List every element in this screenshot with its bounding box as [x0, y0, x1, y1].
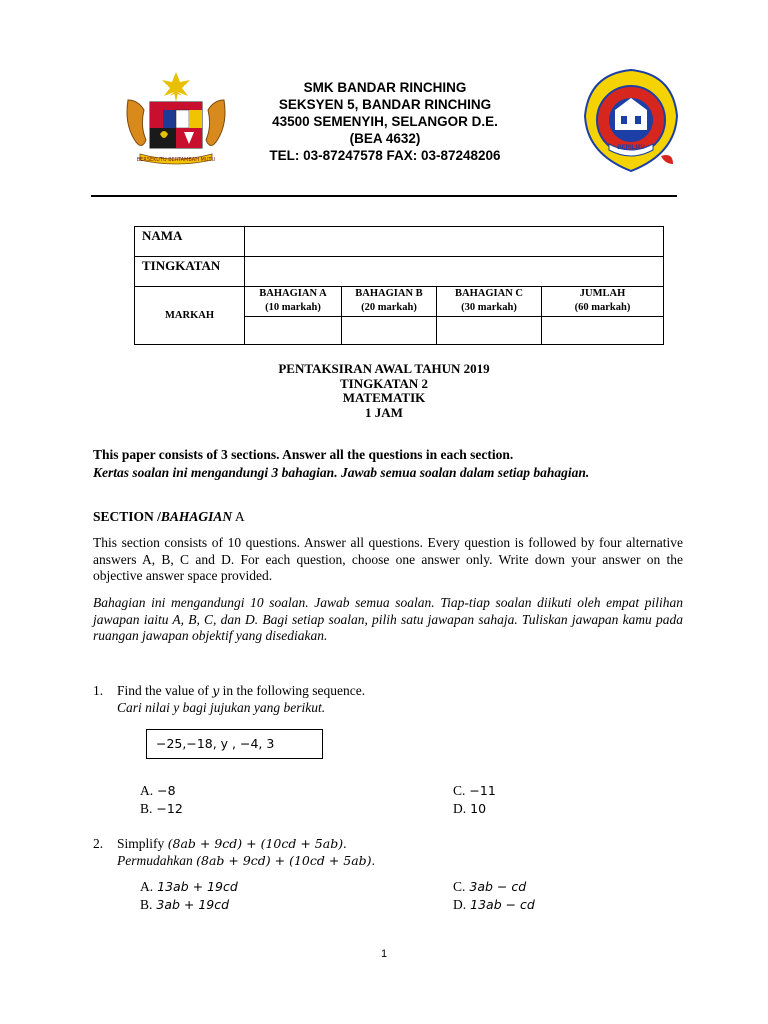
option-letter: C.: [453, 879, 466, 894]
question-1-sequence-box: −25,−18, y , −4, 3: [146, 729, 323, 759]
option-letter: D.: [453, 801, 467, 816]
instruction-english: This paper consists of 3 sections. Answer all the questions in each section.: [93, 447, 514, 462]
exam-info: [0, 362, 768, 420]
question-2-text: [117, 836, 346, 852]
question-2-option-c[interactable]: [453, 879, 526, 895]
question-2-text-malay-pre: Permudahkan: [117, 853, 197, 868]
section-title: [93, 509, 245, 525]
name-label: NAMA: [135, 227, 245, 257]
school-address-line2: 43500 SEMENYIH, SELANGOR D.E.: [272, 114, 498, 129]
logo-motto: BERILMU: [617, 145, 645, 151]
page-number: 1: [380, 948, 388, 960]
marks-header-b: [342, 287, 437, 317]
question-2-option-d[interactable]: [453, 897, 535, 913]
question-1-variable: y: [212, 683, 220, 698]
marks-header-a-marks: (10 markah): [265, 302, 321, 313]
marks-header-c-title: BAHAGIAN C: [455, 288, 523, 299]
question-1-text: [117, 683, 365, 699]
marks-header-c-marks: (30 markah): [461, 302, 517, 313]
school-address-line1: SEKSYEN 5, BANDAR RINCHING: [278, 97, 492, 112]
question-2-expression-malay: (8ab + 9cd) + (10cd + 5ab): [196, 853, 372, 868]
svg-text:BERSEKUTU BERTAMBAH MUTU: BERSEKUTU BERTAMBAH MUTU: [136, 157, 216, 163]
question-2-expression: (8ab + 9cd) + (10cd + 5ab): [167, 836, 344, 851]
option-letter: A.: [140, 783, 154, 798]
exam-subject: MATEMATIK: [342, 390, 426, 405]
option-value: 3ab + 19cd: [156, 897, 230, 912]
question-2-text-malay: [117, 853, 375, 869]
marks-header-c: [437, 287, 542, 317]
option-letter: D.: [453, 897, 467, 912]
option-value: −11: [469, 783, 496, 798]
question-2-option-b[interactable]: [140, 897, 229, 913]
school-name: SMK BANDAR RINCHING: [303, 80, 467, 95]
marks-header-b-marks: (20 markah): [361, 302, 417, 313]
student-info-table: [134, 226, 664, 345]
question-1-option-d[interactable]: [453, 801, 486, 817]
question-1-option-b[interactable]: [140, 801, 183, 817]
question-1-option-c[interactable]: [453, 783, 496, 799]
question-2-text-post: .: [343, 836, 347, 851]
section-title-prefix: SECTION /: [93, 509, 161, 524]
section-title-malay: BAHAGIAN: [160, 509, 233, 524]
option-value: −12: [156, 801, 183, 816]
question-1-number: 1.: [93, 683, 104, 698]
exam-title: PENTAKSIRAN AWAL TAHUN 2019: [278, 361, 490, 376]
question-2-text-malay-post: .: [371, 853, 375, 868]
marks-header-b-title: BAHAGIAN B: [355, 288, 423, 299]
option-value: 10: [470, 801, 487, 816]
school-header: [230, 79, 540, 164]
question-2-text-pre: Simplify: [117, 836, 168, 851]
option-letter: B.: [140, 801, 153, 816]
header-divider: [91, 195, 677, 197]
question-2-option-a[interactable]: [140, 879, 238, 895]
name-field[interactable]: [245, 227, 664, 257]
form-label: TINGKATAN: [135, 257, 245, 287]
marks-cell-a[interactable]: [245, 317, 342, 345]
question-2-number: 2.: [93, 836, 104, 851]
coat-of-arms-icon: [120, 70, 232, 168]
exam-duration: 1 JAM: [365, 404, 403, 420]
question-1-text-malay: Cari nilai y bagi jujukan yang berikut.: [117, 700, 326, 715]
marks-header-a-title: BAHAGIAN A: [259, 288, 327, 299]
option-letter: C.: [453, 783, 466, 798]
option-letter: B.: [140, 897, 153, 912]
school-logo-icon: [581, 68, 681, 173]
section-description-english: This section consists of 10 questions. Answer all questions. Every question is followed by four alternative answers A, B, C and D. For each question, choose one answer only. Write down your answer on the objective answer space provided.: [93, 535, 683, 583]
marks-cell-c[interactable]: [437, 317, 542, 345]
marks-label: MARKAH: [135, 287, 245, 345]
form-field[interactable]: [245, 257, 664, 287]
instruction-malay: Kertas soalan ini mengandungi 3 bahagian. Jawab semua soalan dalam setiap bahagian.: [93, 465, 590, 480]
option-value: 13ab − cd: [470, 897, 535, 912]
question-1-option-a[interactable]: [140, 783, 176, 799]
question-1-text-pre: Find the value of: [117, 683, 213, 698]
school-contact: TEL: 03-87247578 FAX: 03-87248206: [269, 148, 501, 163]
section-description-malay: Bahagian ini mengandungi 10 soalan. Jawab semua soalan. Tiap-tiap soalan diikuti oleh empat pilihan jawapan iaitu A, B, C, dan D. Bagi setiap soalan, pilih satu jawapan sahaja. Tuliskan jawapan kamu pada ruangan jawapan objektif yang disediakan.: [93, 595, 683, 643]
option-value: 3ab − cd: [469, 879, 527, 894]
option-value: 13ab + 19cd: [157, 879, 238, 894]
marks-cell-b[interactable]: [342, 317, 437, 345]
school-code: (BEA 4632): [349, 131, 421, 146]
option-value: −8: [157, 783, 176, 798]
marks-header-total: [542, 287, 664, 317]
section-title-letter: A: [232, 509, 245, 524]
marks-header-total-title: JUMLAH: [579, 288, 626, 299]
marks-cell-total[interactable]: [542, 317, 664, 345]
option-letter: A.: [140, 879, 154, 894]
exam-form: TINGKATAN 2: [340, 375, 428, 391]
marks-header-total-marks: (60 markah): [574, 302, 631, 313]
question-1-text-post: in the following sequence.: [219, 683, 366, 698]
marks-header-a: [245, 287, 342, 317]
